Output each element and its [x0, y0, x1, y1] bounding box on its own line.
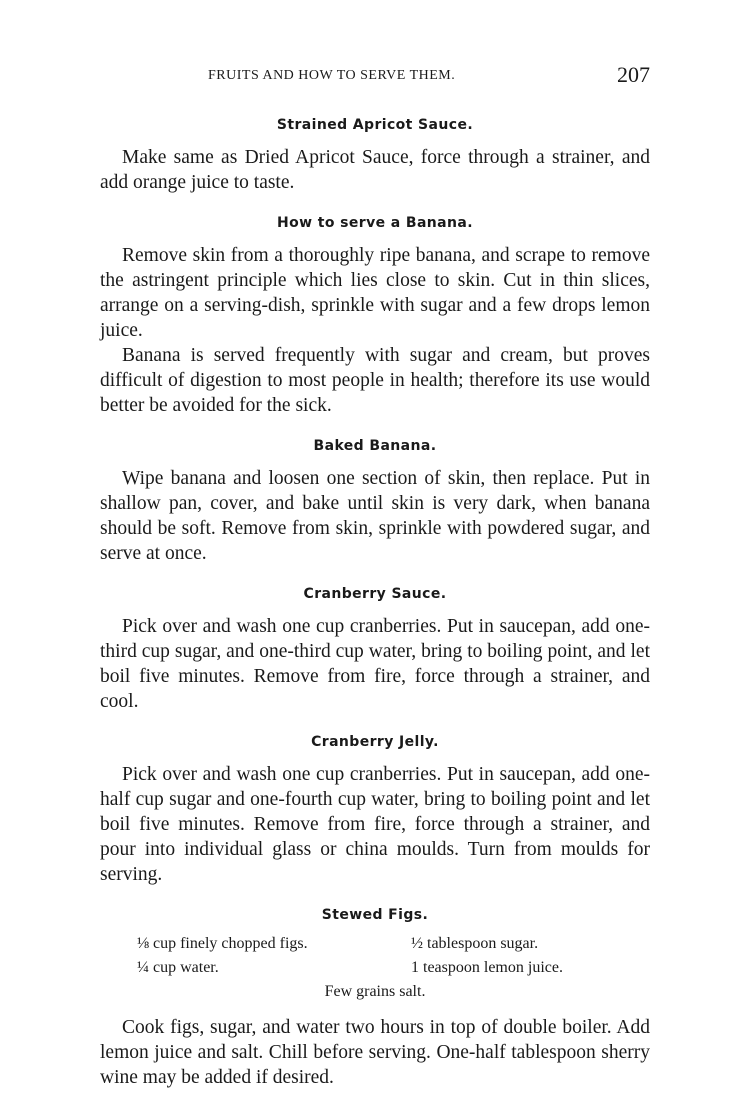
recipe-paragraph: Banana is served frequently with sugar and cream, but proves difficult of digestion to most people in health; therefore its use would better be avoided for the sick.: [100, 345, 650, 416]
recipe-title: Strained Apricot Sauce.: [276, 117, 474, 133]
recipe-paragraph: Cook figs, sugar, and water two hours in top of double boiler. Add lemon juice and salt. Chill before serving. One-half tablespoon sherry wine may be added if desired.: [100, 1017, 650, 1088]
recipe-stewed-figs: [100, 907, 650, 1090]
recipe-how-to-serve-a-banana: [100, 215, 650, 418]
ingredient-item: ⅛ cup finely chopped figs.: [137, 935, 308, 952]
recipe-cranberry-jelly: [100, 734, 650, 887]
running-head: [100, 60, 650, 96]
ingredient-item: 1 teaspoon lemon juice.: [411, 959, 563, 976]
ingredient-item: Few grains salt.: [324, 983, 426, 1000]
recipe-strained-apricot-sauce: [100, 117, 650, 195]
recipe-paragraph: Make same as Dried Apricot Sauce, force through a strainer, and add orange juice to taste.: [100, 147, 650, 193]
book-page: [100, 60, 650, 1090]
recipe-paragraph: Remove skin from a thoroughly ripe banana, and scrape to remove the astringent principle which lies close to skin. Cut in thin slices, arrange on a serving-dish, sprinkle with sugar and a few drops lemon juice.: [100, 245, 650, 341]
recipe-title: Cranberry Sauce.: [303, 586, 447, 602]
recipe-title: How to serve a Banana.: [277, 215, 473, 231]
recipe-title: Baked Banana.: [313, 438, 437, 454]
recipe-cranberry-sauce: [100, 586, 650, 714]
recipe-paragraph: Pick over and wash one cup cranberries. Put in saucepan, add one-third cup sugar, and one-third cup water, bring to boiling point, and let boil five minutes. Remove from fire, force through a strainer, and cool.: [100, 616, 650, 712]
running-title: FRUITS AND HOW TO SERVE THEM.: [208, 68, 456, 83]
recipe-paragraph: Wipe banana and loosen one section of skin, then replace. Put in shallow pan, cover, and bake until skin is very dark, when banana should be soft. Remove from skin, sprinkle with powdered sugar, and serve at once.: [100, 468, 650, 564]
recipe-paragraph: Pick over and wash one cup cranberries. Put in saucepan, add one-half cup sugar and one-fourth cup water, bring to boiling point and let boil five minutes. Remove from fire, force through a strainer, and pour into individual glass or china moulds. Turn from moulds for serving.: [100, 764, 650, 885]
ingredient-list: [100, 933, 650, 1009]
recipe-title: Cranberry Jelly.: [311, 734, 439, 750]
recipe-baked-banana: [100, 438, 650, 566]
ingredient-item: ½ tablespoon sugar.: [411, 935, 539, 952]
recipe-title: Stewed Figs.: [321, 907, 429, 923]
ingredient-item: ¼ cup water.: [137, 959, 219, 976]
page-number: 207: [617, 62, 650, 87]
